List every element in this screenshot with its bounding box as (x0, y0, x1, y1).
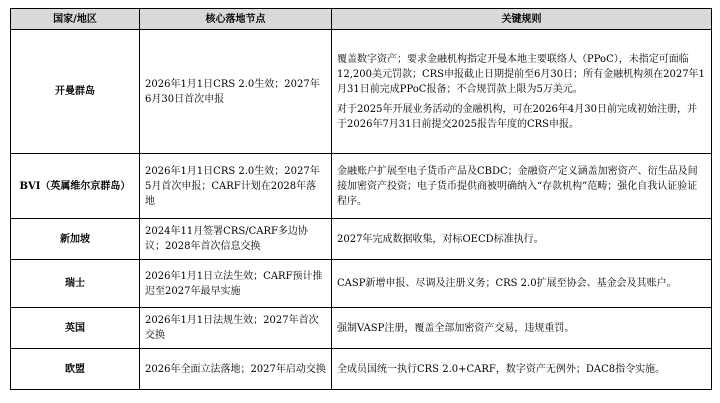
table-row (11, 219, 712, 260)
milestone-cell: 2026年1月1日立法生效；CARF预计推迟至2027年最早实施 (140, 260, 332, 308)
regulation-table (10, 8, 712, 390)
rules-cell (332, 154, 712, 219)
header-row (11, 9, 712, 30)
rule-paragraph: 覆盖数字资产；要求金融机构指定开曼本地主要联络人（PPoC），未指定可面临12,200美元罚款；CRS申报截止日期提前至6月30日；所有金融机构须在2027年1月31日前完成PPoC报备；不合规罚款上限为5万美元。 (337, 53, 705, 95)
table-row (11, 154, 712, 219)
region-cell: BVI（英属维尔京群岛） (11, 154, 140, 219)
table-row (11, 308, 712, 349)
milestone-cell: 2026年全面立法落地；2027年启动交换 (140, 349, 332, 390)
rules-cell (332, 349, 712, 390)
rule-paragraph: 强制VASP注册，覆盖全部加密资产交易，违规重罚。 (337, 322, 575, 334)
table-row (11, 349, 712, 390)
header-milestone: 核心落地节点 (140, 9, 332, 30)
milestone-cell: 2024年11月签署CRS/CARF多边协议；2028年首次信息交换 (140, 219, 332, 260)
rule-paragraph: 全成员国统一执行CRS 2.0+CARF，数字资产无例外；DAC8指令实施。 (337, 363, 666, 375)
region-cell: 新加坡 (11, 219, 140, 260)
header-rules: 关键规则 (332, 9, 712, 30)
region-cell: 瑞士 (11, 260, 140, 308)
rule-paragraph: 金融账户扩展至电子货币产品及CBDC；金融资产定义涵盖加密资产、衍生品及间接加密资产投资；电子货币提供商被明确纳入“存款机构”范畴；强化自我认证验证程序。 (337, 165, 698, 207)
rule-paragraph: 2027年完成数据收集，对标OECD标准执行。 (337, 233, 544, 245)
rules-cell (332, 219, 712, 260)
rules-cell (332, 30, 712, 154)
header-region: 国家/地区 (11, 9, 140, 30)
region-cell: 欧盟 (11, 349, 140, 390)
region-cell: 英国 (11, 308, 140, 349)
rule-paragraph: CASP新增申报、尽调及注册义务；CRS 2.0扩展至协会、基金会及其账户。 (337, 278, 677, 289)
milestone-cell: 2026年1月1日法规生效；2027年首次交换 (140, 308, 332, 349)
rules-cell (332, 308, 712, 349)
milestone-cell: 2026年1月1日CRS 2.0生效；2027年6月30日首次申报 (140, 30, 332, 154)
table-row (11, 30, 712, 154)
rules-cell (332, 260, 712, 308)
milestone-cell: 2026年1月1日CRS 2.0生效；2027年5月首次申报；CARF计划在2028年落地 (140, 154, 332, 219)
table-row (11, 260, 712, 308)
region-cell: 开曼群岛 (11, 30, 140, 154)
rule-paragraph: 对于2025年开展业务活动的金融机构，可在2026年4月30日前完成初始注册，并于2026年7月31日前提交2025报告年度的CRS申报。 (337, 103, 697, 130)
